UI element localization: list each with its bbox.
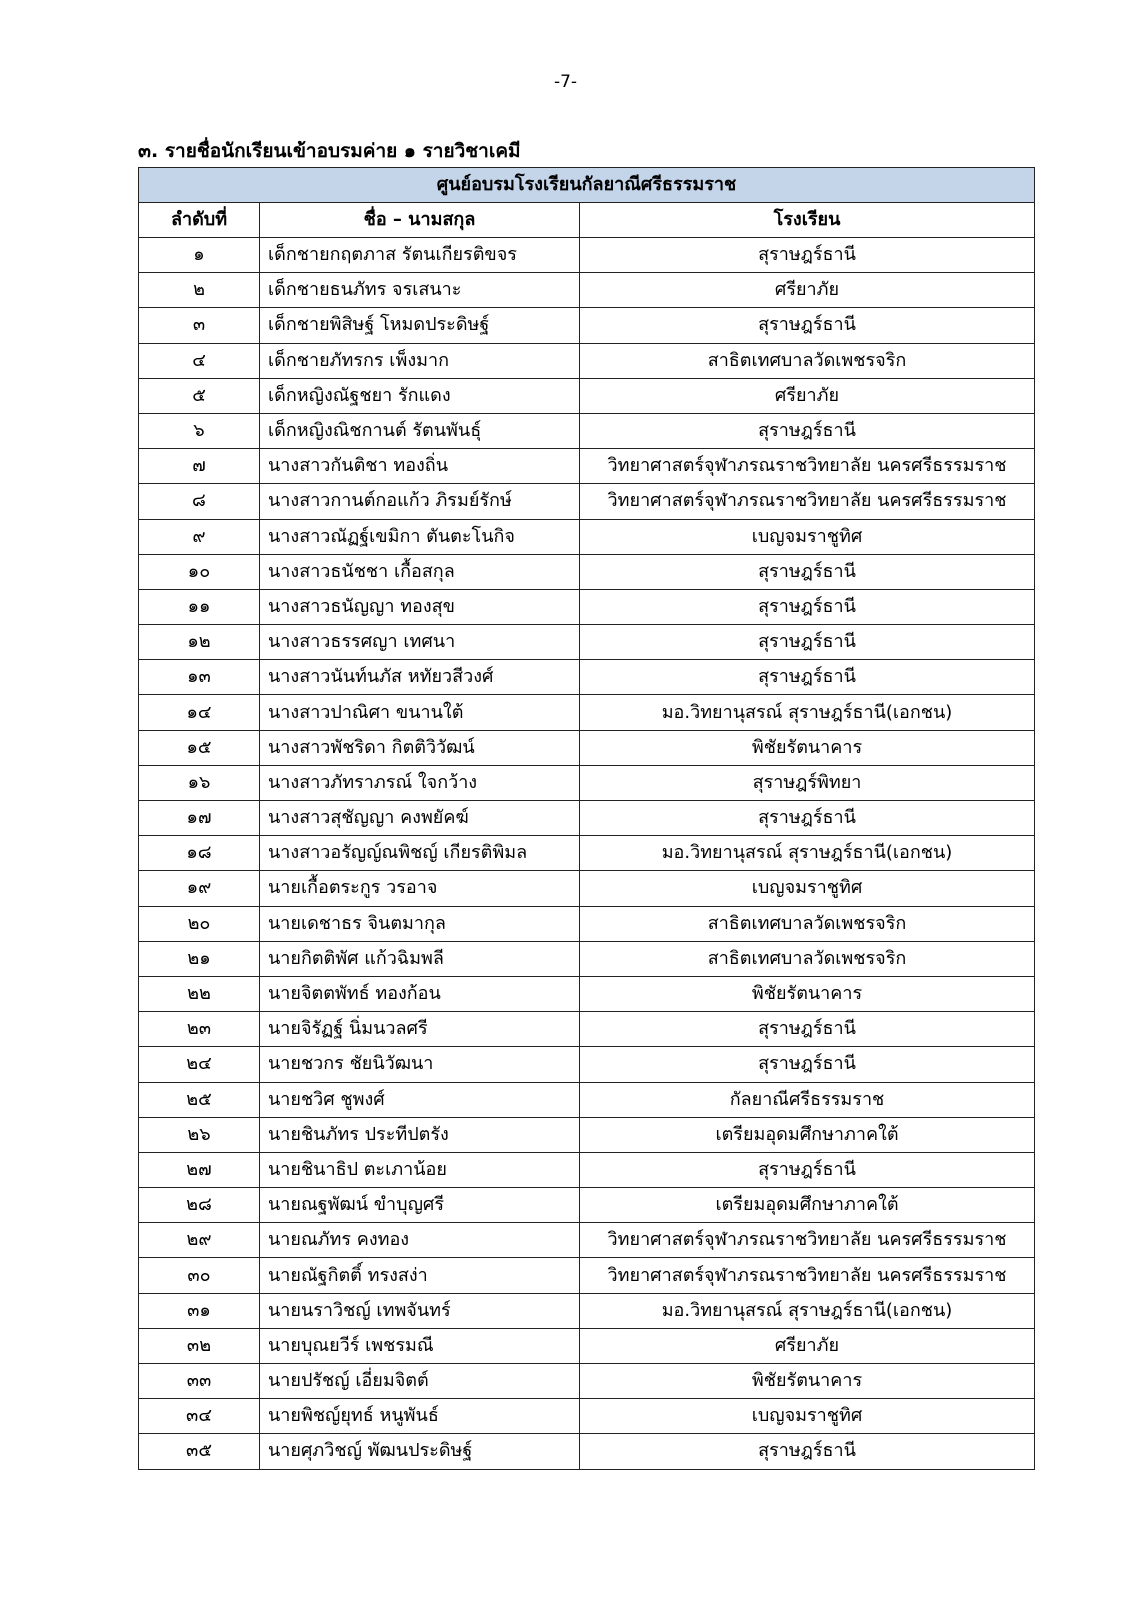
- table-row: [139, 1082, 1035, 1117]
- table-row: [139, 343, 1035, 378]
- school-name: พิชัยรัตนาคาร: [580, 976, 1035, 1011]
- student-name: นางสาวกันติชา ทองถิ่น: [260, 449, 580, 484]
- school-name: สาธิตเทศบาลวัดเพชรจริก: [580, 941, 1035, 976]
- school-name: ศรียาภัย: [580, 273, 1035, 308]
- school-name: วิทยาศาสตร์จุฬาภรณราชวิทยาลัย นครศรีธรรมราช: [580, 1258, 1035, 1293]
- student-name: นางสาวณัฏฐ์เขมิกา ตันตะโนกิจ: [260, 519, 580, 554]
- page-number: -7-: [553, 72, 578, 92]
- student-name: นายชินาธิป ตะเภาน้อย: [260, 1152, 580, 1187]
- school-name: เตรียมอุดมศึกษาภาคใต้: [580, 1117, 1035, 1152]
- row-number: ๒๕: [139, 1082, 260, 1117]
- student-name: นายชินภัทร ประทีปตรัง: [260, 1117, 580, 1152]
- school-name: สุราษฎร์ธานี: [580, 554, 1035, 589]
- table-row: [139, 1399, 1035, 1434]
- student-name: เด็กชายกฤตภาส รัตนเกียรติขจร: [260, 238, 580, 273]
- school-name: เบญจมราชูทิศ: [580, 1399, 1035, 1434]
- table-row: [139, 273, 1035, 308]
- school-name: ศรียาภัย: [580, 1328, 1035, 1363]
- table-row: [139, 1117, 1035, 1152]
- table-row: [139, 625, 1035, 660]
- student-name: นางสาวปาณิศา ขนานใต้: [260, 695, 580, 730]
- student-name: นางสาวธนัชชา เกื้อสกุล: [260, 554, 580, 589]
- school-name: สาธิตเทศบาลวัดเพชรจริก: [580, 343, 1035, 378]
- school-name: สุราษฎร์ธานี: [580, 1434, 1035, 1469]
- table-row: [139, 836, 1035, 871]
- row-number: ๓: [139, 308, 260, 343]
- row-number: ๓๒: [139, 1328, 260, 1363]
- student-name: นายปรัชญ์ เอี่ยมจิตต์: [260, 1364, 580, 1399]
- student-name: นายพิชญ์ยุทธ์ หนูพันธ์: [260, 1399, 580, 1434]
- table-row: [139, 1364, 1035, 1399]
- student-name: นายกิตติพัศ แก้วฉิมพลี: [260, 941, 580, 976]
- school-name: มอ.วิทยานุสรณ์ สุราษฎร์ธานี(เอกชน): [580, 695, 1035, 730]
- table-row: [139, 1293, 1035, 1328]
- school-name: สุราษฎร์ธานี: [580, 589, 1035, 624]
- school-name: สุราษฎร์ธานี: [580, 413, 1035, 448]
- column-header-name: ชื่อ – นามสกุล: [260, 203, 580, 238]
- school-name: เบญจมราชูทิศ: [580, 871, 1035, 906]
- table-row: [139, 413, 1035, 448]
- row-number: ๑๓: [139, 660, 260, 695]
- table-row: [139, 449, 1035, 484]
- row-number: ๓๕: [139, 1434, 260, 1469]
- table-row: [139, 1047, 1035, 1082]
- row-number: ๒๑: [139, 941, 260, 976]
- school-name: พิชัยรัตนาคาร: [580, 1364, 1035, 1399]
- school-name: เตรียมอุดมศึกษาภาคใต้: [580, 1188, 1035, 1223]
- school-name: สุราษฎร์ธานี: [580, 660, 1035, 695]
- student-name: เด็กหญิงณิชกานต์ รัตนพันธุ์: [260, 413, 580, 448]
- school-name: วิทยาศาสตร์จุฬาภรณราชวิทยาลัย นครศรีธรรมราช: [580, 1223, 1035, 1258]
- student-name: นายณภัทร คงทอง: [260, 1223, 580, 1258]
- student-name: เด็กชายธนภัทร จรเสนาะ: [260, 273, 580, 308]
- table-row: [139, 1188, 1035, 1223]
- student-name: นางสาวสุชัญญา คงพยัคฆ์: [260, 801, 580, 836]
- student-name: นางสาวพัชริดา กิตติวิวัฒน์: [260, 730, 580, 765]
- row-number: ๒๙: [139, 1223, 260, 1258]
- school-name: มอ.วิทยานุสรณ์ สุราษฎร์ธานี(เอกชน): [580, 1293, 1035, 1328]
- table-row: [139, 801, 1035, 836]
- row-number: ๒๐: [139, 906, 260, 941]
- student-name: นายณัฐกิตติ์ ทรงสง่า: [260, 1258, 580, 1293]
- row-number: ๑๔: [139, 695, 260, 730]
- student-name: นายชวิศ ชูพงศ์: [260, 1082, 580, 1117]
- student-name: นายศุภวิชญ์ พัฒนประดิษฐ์: [260, 1434, 580, 1469]
- table-row: [139, 1328, 1035, 1363]
- table-row: [139, 871, 1035, 906]
- school-name: สุราษฎร์ธานี: [580, 238, 1035, 273]
- student-name: นางสาวธนัญญา ทองสุข: [260, 589, 580, 624]
- row-number: ๖: [139, 413, 260, 448]
- row-number: ๓๑: [139, 1293, 260, 1328]
- table-row: [139, 1223, 1035, 1258]
- table-row: [139, 378, 1035, 413]
- school-name: สุราษฎร์ธานี: [580, 1047, 1035, 1082]
- table-row: [139, 519, 1035, 554]
- student-name: นายจิรัฏฐ์ นิ่มนวลศรี: [260, 1012, 580, 1047]
- school-name: สุราษฎร์ธานี: [580, 308, 1035, 343]
- table-row: [139, 765, 1035, 800]
- table-row: [139, 1434, 1035, 1469]
- school-name: สุราษฎร์ธานี: [580, 1012, 1035, 1047]
- table-row: [139, 906, 1035, 941]
- student-name: นายเดชาธร จินตมากุล: [260, 906, 580, 941]
- school-name: สุราษฎร์พิทยา: [580, 765, 1035, 800]
- table-row: [139, 1258, 1035, 1293]
- student-name: นายจิตตพัทธ์ ทองก้อน: [260, 976, 580, 1011]
- school-name: ศรียาภัย: [580, 378, 1035, 413]
- table-row: [139, 660, 1035, 695]
- row-number: ๒๖: [139, 1117, 260, 1152]
- table-row: [139, 1012, 1035, 1047]
- table-row: [139, 308, 1035, 343]
- school-name: มอ.วิทยานุสรณ์ สุราษฎร์ธานี(เอกชน): [580, 836, 1035, 871]
- student-name: เด็กหญิงณัฐชยา รักแดง: [260, 378, 580, 413]
- row-number: ๒๗: [139, 1152, 260, 1187]
- row-number: ๓๔: [139, 1399, 260, 1434]
- row-number: ๗: [139, 449, 260, 484]
- school-name: สุราษฎร์ธานี: [580, 801, 1035, 836]
- row-number: ๑๒: [139, 625, 260, 660]
- school-name: วิทยาศาสตร์จุฬาภรณราชวิทยาลัย นครศรีธรรมราช: [580, 484, 1035, 519]
- row-number: ๓๐: [139, 1258, 260, 1293]
- student-name: นางสาวอรัญญ์ณพิชญ์ เกียรติพิมล: [260, 836, 580, 871]
- table-row: [139, 554, 1035, 589]
- row-number: ๑๕: [139, 730, 260, 765]
- training-center-row: [139, 168, 1035, 203]
- row-number: ๒๒: [139, 976, 260, 1011]
- student-roster-table: [138, 167, 1035, 1470]
- table-row: [139, 1152, 1035, 1187]
- student-name: นางสาวกานต์กอแก้ว ภิรมย์รักษ์: [260, 484, 580, 519]
- table-row: [139, 976, 1035, 1011]
- school-name: สาธิตเทศบาลวัดเพชรจริก: [580, 906, 1035, 941]
- student-name: นายชวกร ชัยนิวัฒนา: [260, 1047, 580, 1082]
- table-row: [139, 695, 1035, 730]
- row-number: ๑๐: [139, 554, 260, 589]
- row-number: ๑๘: [139, 836, 260, 871]
- student-name: นายณฐพัฒน์ ขำบุญศรี: [260, 1188, 580, 1223]
- table-row: [139, 238, 1035, 273]
- student-name: นายบุณยวีร์ เพชรมณี: [260, 1328, 580, 1363]
- table-row: [139, 484, 1035, 519]
- table-row: [139, 941, 1035, 976]
- row-number: ๓๓: [139, 1364, 260, 1399]
- school-name: วิทยาศาสตร์จุฬาภรณราชวิทยาลัย นครศรีธรรมราช: [580, 449, 1035, 484]
- school-name: เบญจมราชูทิศ: [580, 519, 1035, 554]
- school-name: กัลยาณีศรีธรรมราช: [580, 1082, 1035, 1117]
- student-name: นางสาวภัทราภรณ์ ใจกว้าง: [260, 765, 580, 800]
- column-header-row: [139, 203, 1035, 238]
- student-name: เด็กชายพิสิษฐ์ โหมดประดิษฐ์: [260, 308, 580, 343]
- row-number: ๒๘: [139, 1188, 260, 1223]
- student-name: นายเกื้อตระกูร วรอาจ: [260, 871, 580, 906]
- student-name: นางสาวนันท์นภัส หทัยวสีวงศ์: [260, 660, 580, 695]
- row-number: ๙: [139, 519, 260, 554]
- table-row: [139, 730, 1035, 765]
- row-number: ๑๙: [139, 871, 260, 906]
- roster-body: [139, 238, 1035, 1470]
- row-number: ๒: [139, 273, 260, 308]
- row-number: ๕: [139, 378, 260, 413]
- student-name: นางสาวธรรศญา เทศนา: [260, 625, 580, 660]
- row-number: ๒๓: [139, 1012, 260, 1047]
- row-number: ๑: [139, 238, 260, 273]
- student-name: นายนราวิชญ์ เทพจันทร์: [260, 1293, 580, 1328]
- student-name: เด็กชายภัทรกร เพ็งมาก: [260, 343, 580, 378]
- row-number: ๑๗: [139, 801, 260, 836]
- school-name: สุราษฎร์ธานี: [580, 1152, 1035, 1187]
- training-center-title: ศูนย์อบรมโรงเรียนกัลยาณีศรีธรรมราช: [139, 168, 1035, 203]
- table-row: [139, 589, 1035, 624]
- school-name: สุราษฎร์ธานี: [580, 625, 1035, 660]
- section-heading: ๓. รายชื่อนักเรียนเข้าอบรมค่าย ๑ รายวิชาเคมี: [138, 140, 521, 162]
- column-header-number: ลำดับที่: [139, 203, 260, 238]
- column-header-school: โรงเรียน: [580, 203, 1035, 238]
- row-number: ๑๑: [139, 589, 260, 624]
- row-number: ๘: [139, 484, 260, 519]
- row-number: ๔: [139, 343, 260, 378]
- row-number: ๒๔: [139, 1047, 260, 1082]
- row-number: ๑๖: [139, 765, 260, 800]
- school-name: พิชัยรัตนาคาร: [580, 730, 1035, 765]
